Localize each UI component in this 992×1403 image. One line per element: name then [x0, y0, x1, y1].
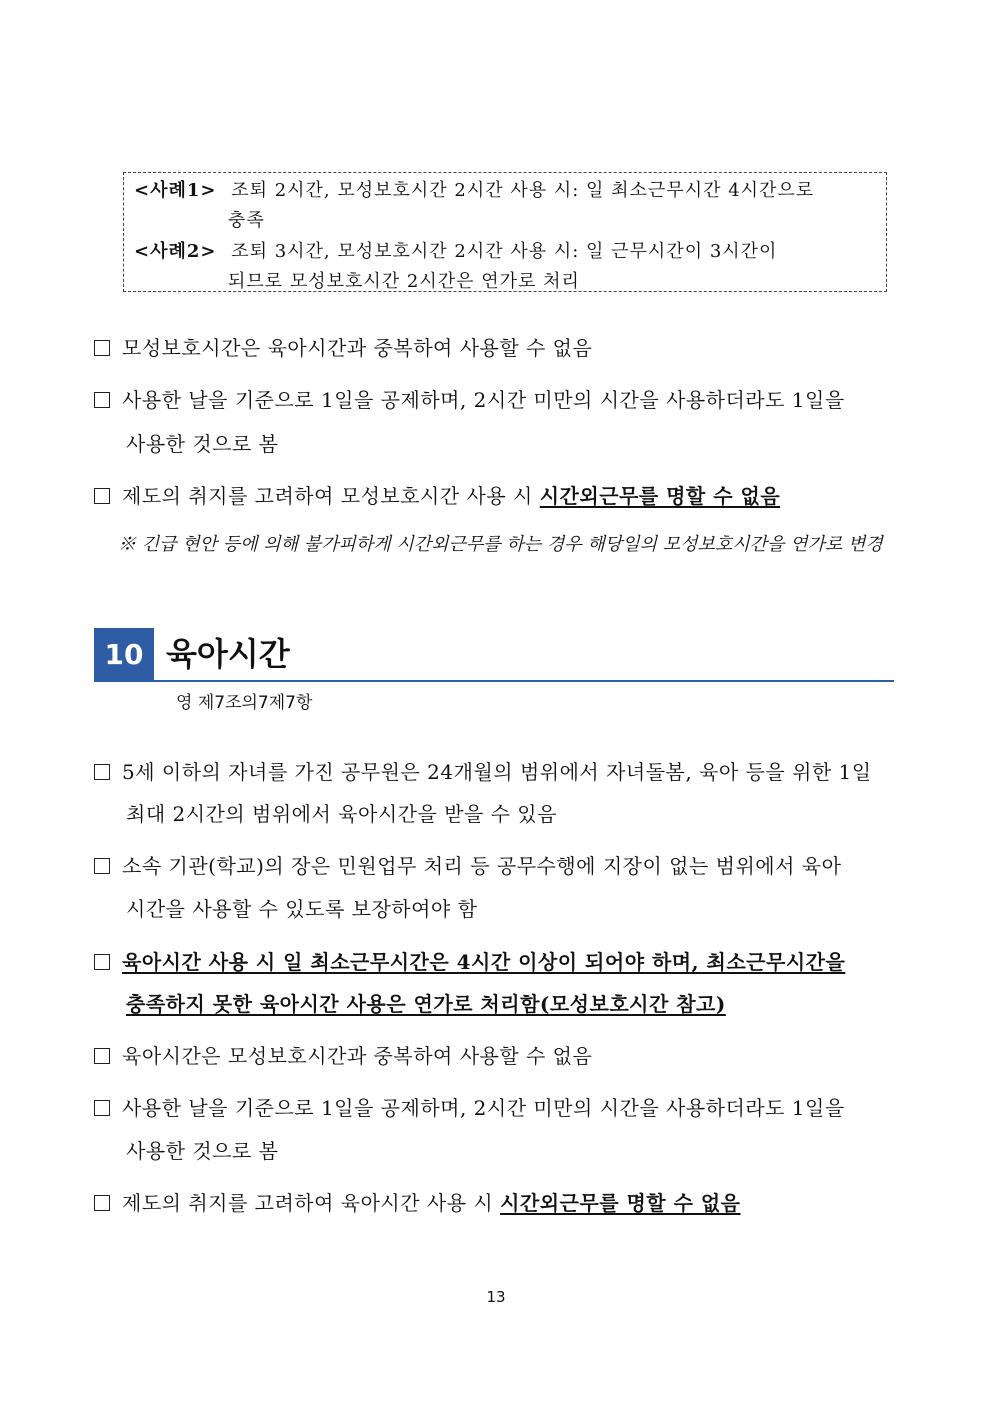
bullet-item: [94, 850, 841, 879]
bullet-text: 사용한 날을 기준으로 1일을 공제하며, 2시간 미만의 시간을 사용하더라도 1일을: [122, 388, 845, 412]
checkbox-square-icon: [94, 1100, 110, 1116]
bullet-item: [94, 756, 872, 785]
bullet-continuation: 사용한 것으로 봄: [126, 432, 279, 456]
example-2-label: <사례2>: [134, 241, 217, 262]
page-number: 13: [486, 1288, 506, 1306]
example-2-line-2: 되므로 모성보호시간 2시간은 연가로 처리: [228, 271, 580, 292]
bullet-text: 육아시간은 모성보호시간과 중복하여 사용할 수 없음: [122, 1044, 593, 1068]
checkbox-square-icon: [94, 488, 110, 504]
bullet-continuation: 최대 2시간의 범위에서 육아시간을 받을 수 있음: [126, 802, 557, 826]
checkbox-square-icon: [94, 392, 110, 408]
bullet-text: 사용한 날을 기준으로 1일을 공제하며, 2시간 미만의 시간을 사용하더라도 1일을: [122, 1096, 845, 1120]
bullet-emphasis: 육아시간 사용 시 일 최소근무시간은 4시간 이상이 되어야 하며, 최소근무시간을: [122, 950, 846, 974]
bullet-emphasis: 시간외근무를 명할 수 없음: [539, 484, 781, 508]
section-reference: 영 제7조의7제7항: [176, 693, 313, 713]
example-1-text: 조퇴 2시간, 모성보호시간 2시간 사용 시: 일 최소근무시간 4시간으로: [231, 180, 815, 201]
bullet-item: [94, 946, 845, 975]
checkbox-square-icon: [94, 764, 110, 780]
bullet-text: 소속 기관(학교)의 장은 민원업무 처리 등 공무수행에 지장이 없는 범위에서 육아: [122, 854, 842, 878]
checkbox-square-icon: [94, 858, 110, 874]
section-title: 육아시간: [166, 635, 290, 673]
section-divider: [94, 680, 894, 682]
bullet-item: [94, 1040, 592, 1069]
bullet-item: [94, 480, 780, 509]
example-1-line-1: [134, 176, 814, 202]
bullet-continuation-emphasis: 충족하지 못한 육아시간 사용은 연가로 처리함(모성보호시간 참고): [126, 992, 726, 1016]
checkbox-square-icon: [94, 954, 110, 970]
bullet-text: 모성보호시간은 육아시간과 중복하여 사용할 수 없음: [122, 336, 593, 360]
checkbox-square-icon: [94, 1048, 110, 1064]
bullet-continuation: 시간을 사용할 수 있도록 보장하여야 함: [126, 897, 478, 921]
note-text: ※ 긴급 현안 등에 의해 불가피하게 시간외근무를 하는 경우 해당일의 모성보호시간을 연가로 변경: [118, 534, 883, 555]
bullet-item: [94, 332, 592, 361]
bullet-continuation: 사용한 것으로 봄: [126, 1139, 279, 1163]
bullet-item: [94, 384, 845, 413]
checkbox-square-icon: [94, 1195, 110, 1211]
bullet-text: 5세 이하의 자녀를 가진 공무원은 24개월의 범위에서 자녀돌봄, 육아 등을 위한 1일: [122, 760, 872, 784]
bullet-text: 제도의 취지를 고려하여 모성보호시간 사용 시: [122, 484, 540, 508]
example-2-text: 조퇴 3시간, 모성보호시간 2시간 사용 시: 일 근무시간이 3시간이: [231, 241, 778, 262]
bullet-item: [94, 1187, 741, 1216]
bullet-text: 제도의 취지를 고려하여 육아시간 사용 시: [122, 1191, 501, 1215]
bullet-emphasis: 시간외근무를 명할 수 없음: [500, 1191, 741, 1215]
example-box: [123, 172, 887, 292]
checkbox-square-icon: [94, 340, 110, 356]
section-number: 10: [94, 628, 154, 680]
example-1-label: <사례1>: [134, 180, 217, 201]
bullet-item: [94, 1092, 845, 1121]
example-1-line-2: 충족: [228, 210, 265, 231]
example-2-line-1: [134, 237, 777, 263]
